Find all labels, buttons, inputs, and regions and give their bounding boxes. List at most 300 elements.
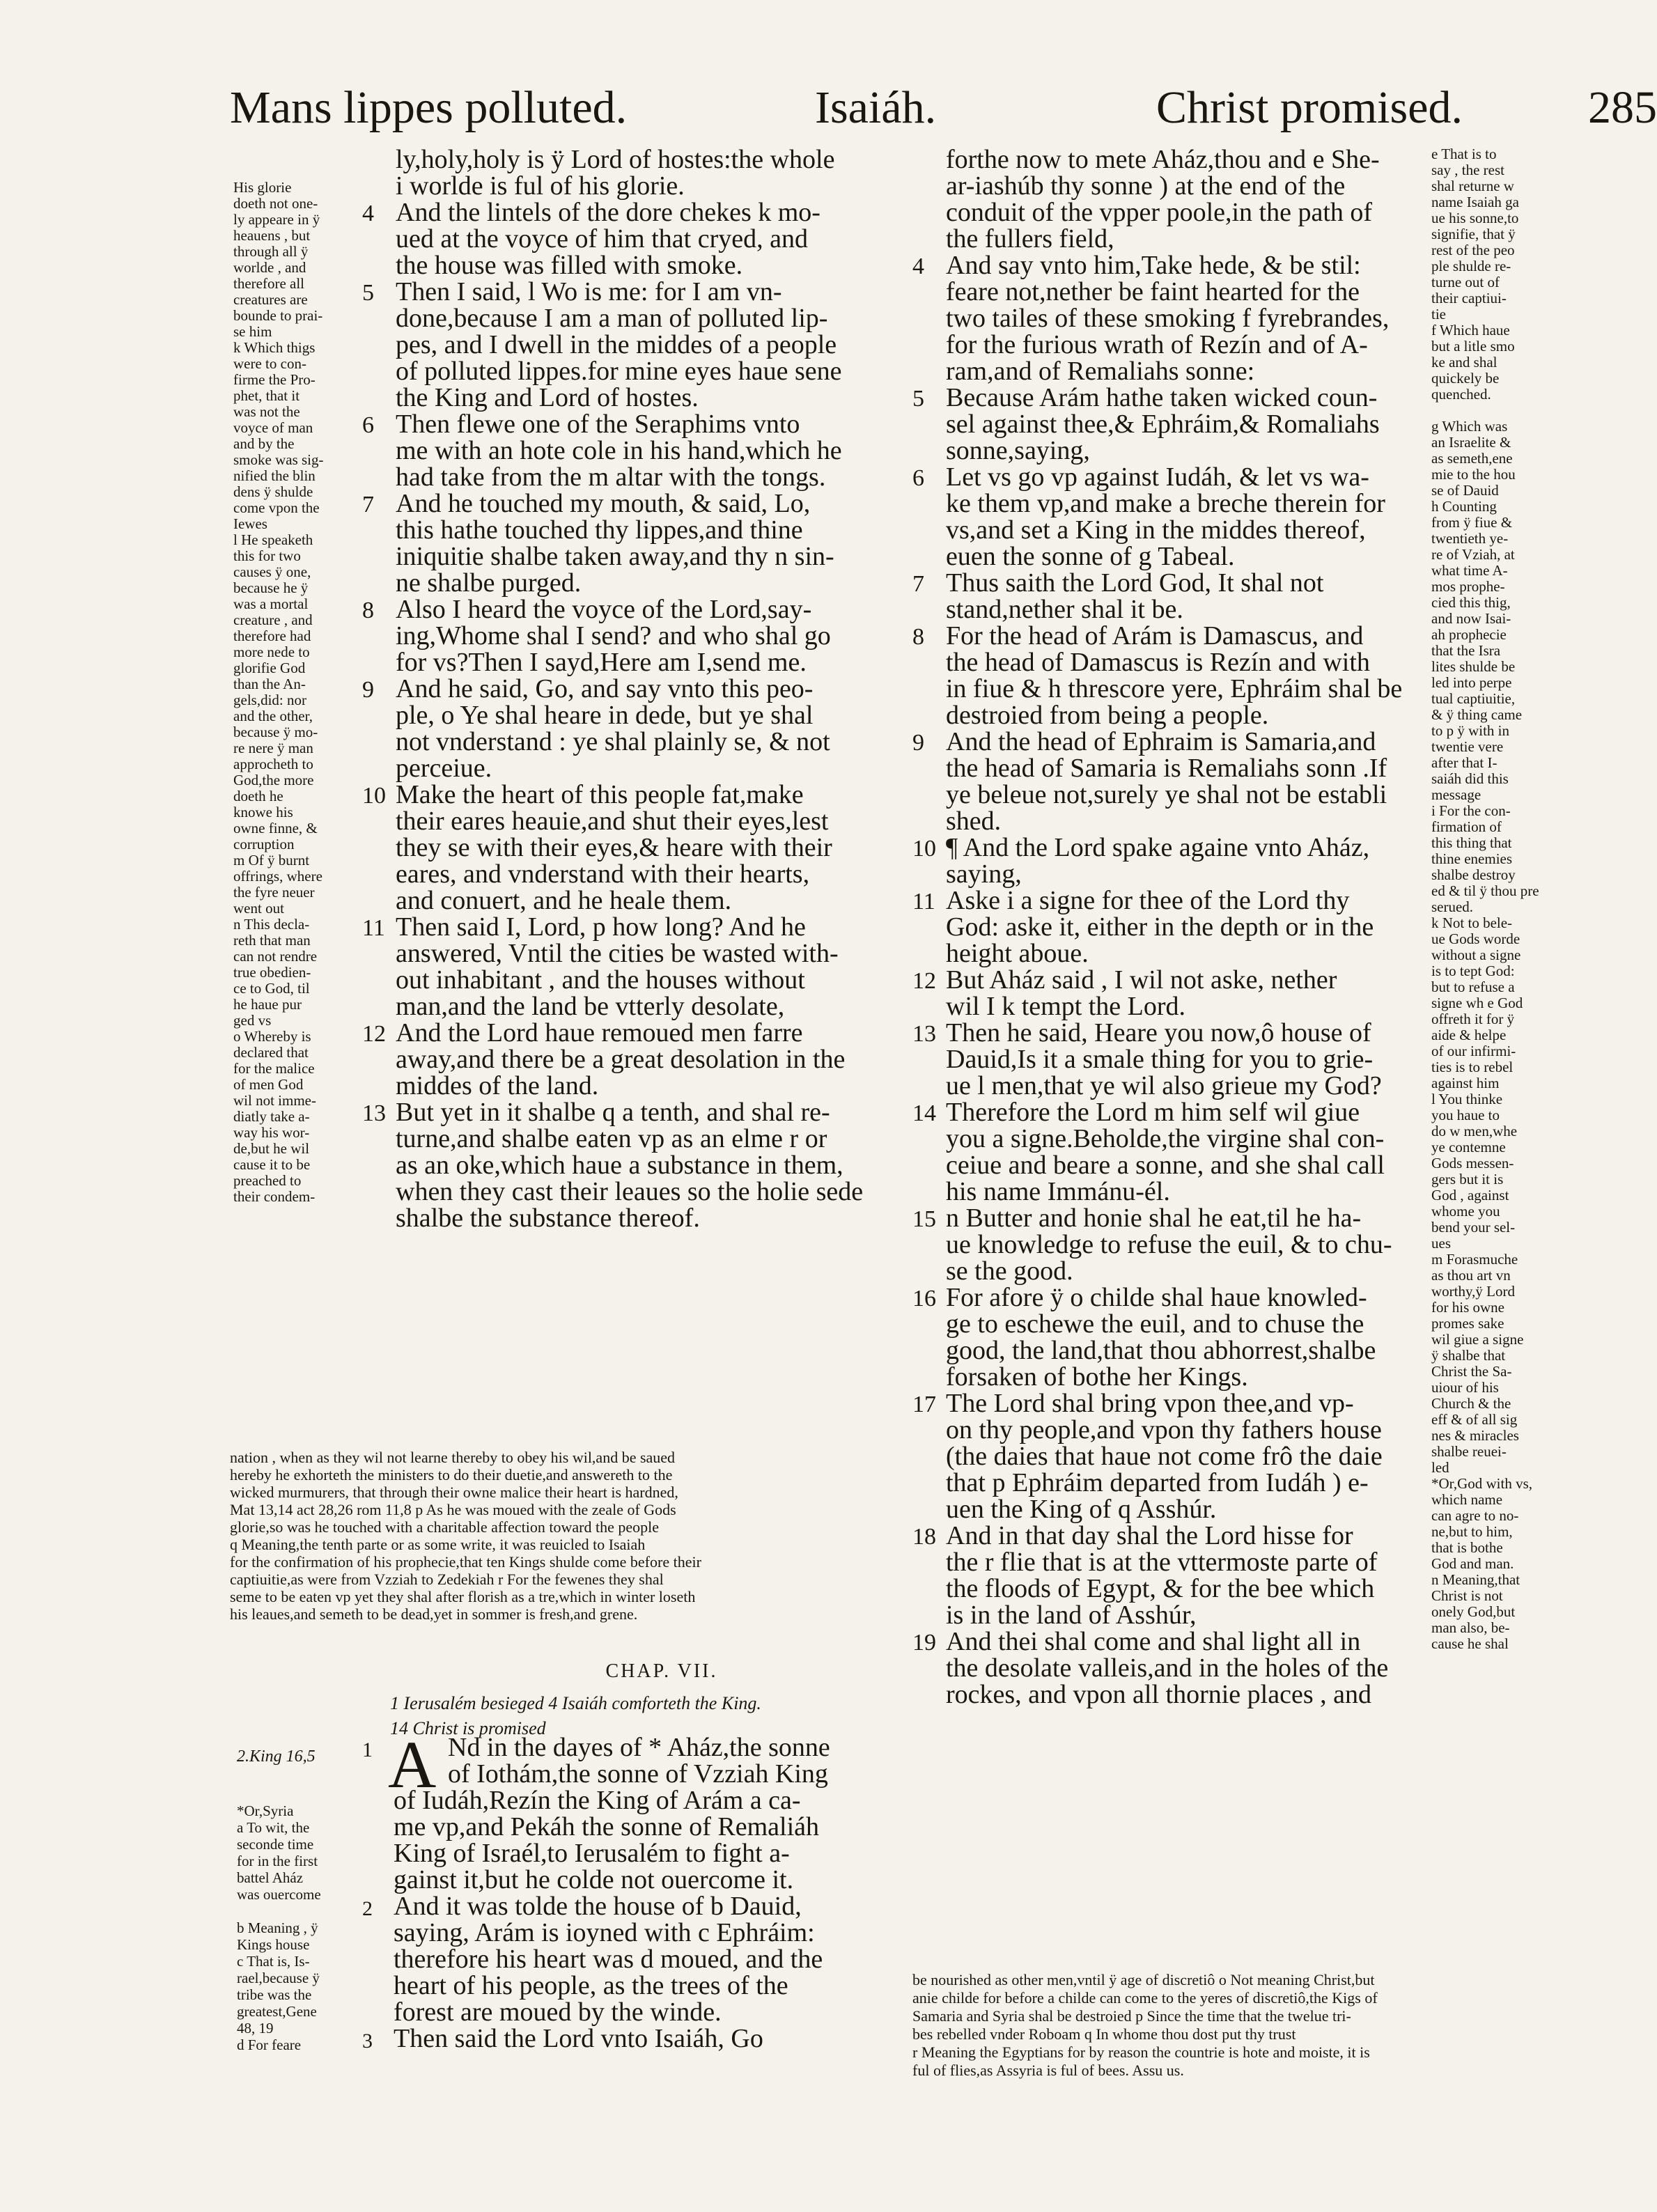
margin-note-line: tual captiuitie, [1431, 690, 1516, 707]
verse-line [912, 199, 1428, 226]
margin-note-line: mos prophe- [1431, 578, 1505, 595]
margin-note-line: signe wh e God [1431, 995, 1523, 1011]
chapter-line: Nd in the dayes of * Aház,the sonne [448, 1733, 830, 1762]
verse-line [912, 702, 1428, 729]
verse-text: sel against thee,& Ephráim,& Romaliahs [946, 410, 1380, 439]
verse-text: rockes, and vpon all thornie places , and [946, 1680, 1371, 1709]
margin-note-line: message [1431, 786, 1481, 803]
chapter-line: And it was tolde the house of b Dauid, [394, 1892, 802, 1921]
margin-note-line: that the Isra [1431, 642, 1501, 659]
footnote-line: wicked murmurers, that through their owne malice their heart is hardned, [230, 1483, 678, 1501]
margin-note-line: can not rendre [233, 948, 318, 965]
margin-note-line: o Whereby is [233, 1028, 311, 1045]
verse-text: Then he said, Heare you now,ô house of [946, 1018, 1371, 1047]
margin-note-line: m Forasmuche [1431, 1251, 1518, 1268]
verse-line [912, 1231, 1428, 1258]
verse-text: conduit of the vpper poole,in the path of [946, 198, 1373, 227]
margin-note-line: voyce of man [233, 419, 313, 436]
margin-note-line: g Which was [1431, 418, 1508, 435]
margin-note-line: way his wor- [233, 1124, 310, 1141]
verse-line [362, 887, 905, 914]
margin-note-line: as thou art vn [1431, 1267, 1511, 1284]
margin-note-line: serued. [1431, 898, 1474, 915]
verse-line [362, 755, 905, 781]
verse-text: God: aske it, either in the depth or in the [946, 912, 1374, 942]
verse-text: his name Immánu-él. [946, 1177, 1170, 1206]
verse-line [362, 1152, 905, 1178]
margin-note-line: was not the [233, 403, 300, 420]
margin-note-line: b Meaning , ÿ [237, 1919, 318, 1936]
margin-note-line: was ouercome [237, 1886, 321, 1903]
verse-line [362, 543, 905, 570]
verse-line [912, 1337, 1428, 1364]
running-head-book: Isaiáh. [815, 82, 937, 133]
margin-note-line: therefore all [233, 275, 305, 292]
verse-text: shalbe the substance thereof. [396, 1204, 700, 1233]
verse-number: 12 [912, 968, 936, 994]
margin-note-line: a To wit, the [237, 1819, 310, 1836]
verse-text: ge to eschewe the euil, and to chuse the [946, 1309, 1364, 1339]
verse-text: when they cast their leaues so the holie sede [396, 1177, 864, 1206]
verse-text: Dauid,Is it a smale thing for you to grie- [946, 1045, 1374, 1074]
verse-text: not vnderstand : ye shal plainly se, & not [396, 727, 830, 756]
verse-line [912, 570, 1428, 596]
verse-line [362, 623, 905, 649]
verse-line [912, 358, 1428, 384]
margin-note-line: His glorie [233, 179, 292, 196]
margin-note-line: twentieth ye- [1431, 530, 1509, 547]
verse-text: Also I heard the voyce of the Lord,say- [396, 595, 812, 624]
argument-line: 1 Ierusalém besieged 4 Isaiáh comforteth the King. [390, 1693, 761, 1713]
verse-text: ple, o Ye shal heare in dede, but ye shal [396, 701, 814, 730]
margin-note-line: whome you [1431, 1203, 1500, 1220]
margin-note-line: bounde to prai- [233, 307, 323, 324]
verse-text: turne,and shalbe eaten vp as an elme r or [396, 1124, 827, 1153]
running-head-right: Christ promised. [1156, 82, 1463, 133]
margin-note-line: of our infirmi- [1431, 1043, 1516, 1059]
margin-note-line: Gods messen- [1431, 1155, 1514, 1171]
margin-note-line: without a signe [1431, 947, 1521, 963]
running-head [230, 73, 1657, 143]
margin-note-line: se him [233, 323, 272, 340]
verse-line [362, 1073, 905, 1099]
margin-note-line: knowe his [233, 804, 293, 820]
verse-number: 9 [362, 677, 374, 703]
verse-line [912, 649, 1428, 676]
verse-line [912, 464, 1428, 490]
margin-note-line: led [1431, 1459, 1449, 1476]
verse-text: had take from the m altar with the tongs. [396, 462, 826, 492]
verse-line [912, 1205, 1428, 1231]
verse-text: Because Arám hathe taken wicked coun- [946, 383, 1378, 412]
verse-text: ly,holy,holy is ÿ Lord of hostes:the whole [396, 145, 835, 174]
verse-line [912, 1046, 1428, 1073]
verse-line [362, 305, 905, 332]
verse-number: 19 [912, 1630, 936, 1656]
verse-text: sonne,saying, [946, 436, 1090, 465]
margin-note-line: God,the more [233, 772, 314, 788]
verse-text: two tailes of these smoking f fyrebrandes, [946, 304, 1390, 333]
verse-text: the house was filled with smoke. [396, 251, 743, 280]
chapter-line: heart of his people, as the trees of the [394, 1971, 788, 2000]
verse-text: And the lintels of the dore chekes k mo- [396, 198, 820, 227]
margin-note-line: c That is, Is- [237, 1953, 310, 1970]
margin-note-line: name Isaiah ga [1431, 194, 1519, 210]
verse-line [362, 517, 905, 543]
chapter-line: of Iothám,the sonne of Vzziah King [448, 1759, 828, 1789]
margin-note-line: glorifie God [233, 660, 306, 676]
margin-note-line: creatures are [233, 291, 308, 308]
verse-line [912, 755, 1428, 781]
margin-note-line: d For feare [237, 2036, 302, 2053]
footnote-line: nation , when as they wil not learne thereby to obey his wil,and be saued [230, 1449, 676, 1466]
margin-note-line: ye contemne [1431, 1139, 1506, 1155]
margin-note-line: ed & til ÿ thou pre [1431, 882, 1539, 899]
margin-note-line: their captiui- [1431, 290, 1507, 306]
verse-text: stand,nether shal it be. [946, 595, 1183, 624]
verse-line [362, 146, 905, 173]
verse-line [912, 1655, 1428, 1681]
margin-note-line: was a mortal [233, 595, 309, 612]
right-margin-notes [1431, 146, 1592, 1652]
verse-line [912, 1390, 1428, 1417]
argument-line: 14 Christ is promised [390, 1718, 546, 1738]
margin-note-line: ties is to rebel [1431, 1059, 1514, 1075]
margin-note-line: Christ is not [1431, 1587, 1503, 1604]
margin-note-line: ged vs [233, 1012, 272, 1029]
left-footnotes [230, 1449, 926, 1623]
verse-text: uen the King of q Asshúr. [946, 1495, 1217, 1524]
margin-note-line: which name [1431, 1491, 1503, 1508]
margin-note-line: shalbe destroy [1431, 866, 1516, 883]
verse-text: iniquitie shalbe taken away,and thy n sin- [396, 542, 834, 571]
verse-line [362, 781, 905, 808]
verse-line [912, 834, 1428, 861]
margin-note-line: nified the blin [233, 467, 316, 484]
verse-line [912, 1575, 1428, 1602]
margin-note-line: led into perpe [1431, 674, 1512, 691]
margin-note-line: the fyre neuer [233, 884, 315, 901]
verse-line [362, 967, 905, 993]
margin-note-line: cause it to be [233, 1156, 311, 1173]
verse-text: ue l men,that ye wil also grieue my God? [946, 1071, 1382, 1100]
margin-note-line [237, 1903, 362, 1919]
margin-note-line: saiáh did this [1431, 770, 1509, 787]
footnote-line: hereby he exhorteth the ministers to do their duetie,and answereth to the [230, 1466, 673, 1483]
right-footnotes [912, 1971, 1602, 2080]
margin-note-line: of men God [233, 1076, 304, 1093]
margin-note-line: bend your sel- [1431, 1219, 1516, 1236]
margin-note-line: diatly take a- [233, 1108, 310, 1125]
margin-note-line: *Or,Syria [237, 1802, 294, 1819]
verse-line [912, 1364, 1428, 1390]
margin-note-line: what time A- [1431, 562, 1508, 579]
verse-line [912, 729, 1428, 755]
margin-note-line: quenched. [1431, 386, 1491, 403]
chapter-margin-note-list [237, 1802, 362, 2053]
verse-line [912, 861, 1428, 887]
margin-note-line: promes sake [1431, 1315, 1504, 1332]
verse-line [912, 781, 1428, 808]
verse-line [912, 967, 1428, 993]
verse-text: good, the land,that thou abhorrest,shalbe [946, 1336, 1376, 1365]
verse-line [912, 411, 1428, 437]
verse-line [362, 173, 905, 199]
verse-line [362, 332, 905, 358]
verse-text: ue knowledge to refuse the euil, & to chu- [946, 1230, 1392, 1259]
chapter-line: me vp,and Pekáh the sonne of Remaliáh [394, 1812, 820, 1841]
margin-note-line: de,but he wil [233, 1140, 310, 1157]
margin-note-line: approcheth to [233, 756, 313, 772]
margin-note-line: tie [1431, 306, 1446, 322]
verse-text: Then said I, Lord, p how long? And he [396, 912, 806, 942]
margin-note-line: reth that man [233, 932, 311, 949]
margin-note-line: ÿ shalbe that [1431, 1347, 1506, 1364]
margin-note-line: i For the con- [1431, 802, 1511, 819]
chapter-line: Then said the Lord vnto Isaiáh, Go [394, 2024, 763, 2053]
verse-text: their eares heauie,and shut their eyes,lest [396, 807, 829, 836]
verse-line [912, 676, 1428, 702]
verse-line [362, 702, 905, 729]
verse-line [912, 1470, 1428, 1496]
margin-note-line: & ÿ thing came [1431, 706, 1523, 723]
verse-text: euen the sonne of g Tabeal. [946, 542, 1235, 571]
margin-note-line: against him [1431, 1075, 1500, 1091]
margin-note-line: twentie vere [1431, 738, 1504, 755]
verse-line [912, 914, 1428, 940]
verse-number: 1 [362, 1738, 373, 1761]
margin-note-line: man also, be- [1431, 1619, 1510, 1636]
margin-note-line: Church & the [1431, 1395, 1511, 1412]
margin-note-line: you haue to [1431, 1107, 1500, 1123]
margin-note-line: smoke was sig- [233, 451, 324, 468]
verse-text: shed. [946, 807, 1002, 836]
verse-text: Aske i a signe for thee of the Lord thy [946, 886, 1350, 915]
verse-text: the desolate valleis,and in the holes of the [946, 1653, 1389, 1683]
drop-cap: A [388, 1727, 437, 1802]
verse-line [912, 437, 1428, 464]
margin-note-line: come vpon the [233, 499, 320, 516]
margin-note-line: l You thinke [1431, 1091, 1503, 1107]
verse-number: 7 [912, 571, 924, 597]
margin-note-line: can agre to no- [1431, 1507, 1519, 1524]
verse-text: me with an hote cole in his hand,which he [396, 436, 842, 465]
verse-text: The Lord shal bring vpon thee,and vp- [946, 1389, 1354, 1418]
verse-line [912, 596, 1428, 623]
verse-line [912, 173, 1428, 199]
footnote-line: be nourished as other men,vntil ÿ age of discretiô o Not meaning Christ,but [912, 1971, 1375, 1988]
verse-text: ke them vp,and make a breche therein for [946, 489, 1385, 518]
verse-line [362, 1099, 905, 1126]
margin-note-line: uiour of his [1431, 1379, 1499, 1396]
margin-note-line: than the An- [233, 676, 306, 692]
margin-note-line: an Israelite & [1431, 434, 1511, 451]
verse-line [362, 1178, 905, 1205]
verse-line [912, 146, 1428, 173]
margin-note-line: offrings, where [233, 868, 322, 885]
verse-line [912, 384, 1428, 411]
verse-line [912, 887, 1428, 914]
margin-note-line: f Which haue [1431, 322, 1510, 338]
verse-number: 8 [912, 624, 924, 650]
margin-note-line: this for two [233, 547, 301, 564]
footnote-line: Samaria and Syria shal be destroied p Since the time that the twelue tri- [912, 2007, 1351, 2025]
margin-note-line: causes ÿ one, [233, 563, 311, 580]
margin-note-line: and the other, [233, 708, 313, 724]
margin-note-line: dens ÿ shulde [233, 483, 313, 500]
verse-line [362, 437, 905, 464]
margin-note-line: l He speaketh [233, 531, 313, 548]
margin-note-line: for in the first [237, 1853, 318, 1869]
verse-line [912, 1522, 1428, 1549]
margin-note-line: doeth he [233, 788, 283, 804]
verse-number: 7 [362, 492, 374, 517]
verse-line [362, 1205, 905, 1231]
verse-text: in fiue & h threscore yere, Ephráim shal be [946, 674, 1403, 703]
margin-note-line: phet, that it [233, 387, 300, 404]
verse-number: 10 [912, 836, 936, 862]
margin-note-line: declared that [233, 1044, 309, 1061]
verse-text: you a signe.Beholde,the virgine shal con- [946, 1124, 1385, 1153]
verse-text: they se with their eyes,& heare with their [396, 833, 832, 862]
verse-text: destroied from being a people. [946, 701, 1269, 730]
verse-line [362, 729, 905, 755]
verse-text: forsaken of bothe her Kings. [946, 1362, 1248, 1392]
margin-note-line: heauens , but [233, 227, 311, 244]
verse-text: man,and the land be vtterly desolate, [396, 992, 785, 1021]
margin-note-line: but to refuse a [1431, 979, 1515, 995]
verse-line [912, 1311, 1428, 1337]
verse-text: Then flewe one of the Seraphims vnto [396, 410, 800, 439]
margin-note-line: therefore had [233, 628, 311, 644]
margin-note-line: but a litle smo [1431, 338, 1515, 355]
verse-text: for vs?Then I sayd,Here am I,send me. [396, 648, 807, 677]
verse-line [912, 1443, 1428, 1470]
verse-text: out inhabitant , and the houses without [396, 965, 805, 995]
verse-number: 13 [362, 1100, 386, 1126]
verse-text: as an oke,which haue a substance in them, [396, 1151, 843, 1180]
running-head-left: Mans lippes polluted. [230, 82, 628, 133]
margin-note-line: ue his sonne,to [1431, 210, 1519, 226]
verse-text: And he touched my mouth, & said, Lo, [396, 489, 811, 518]
margin-note-line: signifie, that ÿ [1431, 226, 1516, 242]
verse-text: forthe now to mete Aház,thou and e She- [946, 145, 1380, 174]
margin-note-line: lites shulde be [1431, 658, 1516, 675]
margin-note-line: ues [1431, 1235, 1451, 1252]
margin-note-line: ke and shal [1431, 354, 1497, 371]
margin-note-line: shalbe reuei- [1431, 1443, 1507, 1460]
margin-note-line: Iewes [233, 515, 267, 532]
margin-note-line: God , against [1431, 1187, 1509, 1204]
margin-note-line: for his owne [1431, 1299, 1504, 1316]
verse-text: the floods of Egypt, & for the bee which [946, 1574, 1375, 1603]
margin-note-line: re nere ÿ man [233, 740, 313, 756]
margin-note-line: and now Isai- [1431, 610, 1511, 627]
verse-text: ram,and of Remaliahs sonne: [946, 357, 1255, 386]
verse-text: of polluted lippes.for mine eyes haue sene [396, 357, 842, 386]
verse-text: n Butter and honie shal he eat,til he ha- [946, 1204, 1362, 1233]
margin-note-line: God and man. [1431, 1555, 1514, 1572]
verse-line [912, 1178, 1428, 1205]
margin-note-line: corruption [233, 836, 295, 852]
margin-note-line: from ÿ fiue & [1431, 514, 1513, 531]
verse-number: 6 [912, 465, 924, 491]
margin-note-line: gels,did: nor [233, 692, 306, 708]
verse-line [362, 834, 905, 861]
margin-note-line: k Which thigs [233, 339, 316, 356]
verse-line [362, 464, 905, 490]
footnote-line: captiuitie,as were from Vzziah to Zedekiah r For the fewenes they shal [230, 1571, 664, 1588]
margin-note-line: aide & helpe [1431, 1027, 1507, 1043]
verse-number: 4 [912, 254, 924, 279]
margin-note-line: creature , and [233, 612, 313, 628]
verse-line [362, 570, 905, 596]
verse-text: height aboue. [946, 939, 1089, 968]
verse-line [362, 676, 905, 702]
verse-line [362, 358, 905, 384]
margin-note-line: owne finne, & [233, 820, 318, 836]
footnote-line: for the confirmation of his prophecie,that ten Kings shulde come before their [230, 1553, 701, 1571]
footnote-line: Mat 13,14 act 28,26 rom 11,8 p As he was moued with the zeale of Gods [230, 1501, 676, 1518]
verse-line [912, 1099, 1428, 1126]
verse-text: And thei shal come and shal light all in [946, 1627, 1361, 1656]
verse-text: And in that day shal the Lord hisse for [946, 1521, 1353, 1550]
margin-note-line: doeth not one- [233, 195, 318, 212]
verse-line [362, 649, 905, 676]
verse-text: Therefore the Lord m him self wil giue [946, 1098, 1360, 1127]
verse-text: (the daies that haue not come frô the daie [946, 1442, 1383, 1471]
verse-line [362, 808, 905, 834]
footnote-line: ful of flies,as Assyria is ful of bees. Assu us. [912, 2062, 1184, 2079]
verse-text: ued at the voyce of him that cryed, and [396, 224, 808, 254]
margin-note-line: m Of ÿ burnt [233, 852, 310, 869]
verse-text: the King and Lord of hostes. [396, 383, 699, 412]
verse-number: 4 [362, 201, 374, 226]
margin-note-line: and by the [233, 435, 295, 452]
verse-text: And he said, Go, and say vnto this peo- [396, 674, 814, 703]
verse-number: 5 [912, 386, 924, 412]
margin-note-line: wil giue a signe [1431, 1331, 1524, 1348]
margin-note-line: ce to God, til [233, 980, 310, 997]
margin-note-line: true obedien- [233, 964, 311, 981]
verse-number: 11 [912, 889, 935, 914]
verse-line [362, 226, 905, 252]
verse-line [912, 332, 1428, 358]
margin-note-line: do w men,whe [1431, 1123, 1518, 1139]
page-number: 285 [1588, 82, 1657, 133]
verse-text: For the head of Arám is Damascus, and [946, 621, 1364, 651]
margin-note-line: e That is to [1431, 146, 1497, 162]
chapter-line: forest are moued by the winde. [394, 1997, 722, 2027]
margin-note-line: after that I- [1431, 754, 1497, 771]
verse-line [912, 808, 1428, 834]
chapter-title: CHAP. VII. [605, 1660, 718, 1682]
verse-number: 18 [912, 1524, 936, 1550]
footnote-line: bes rebelled vnder Roboam q In whome thou dost put thy trust [912, 2025, 1296, 2043]
verse-text: And say vnto him,Take hede, & be stil: [946, 251, 1361, 280]
margin-note-line: more nede to [233, 644, 310, 660]
verse-text: Let vs go vp against Iudáh, & let vs wa- [946, 462, 1369, 492]
chapter-lines [394, 1734, 909, 2052]
margin-note-line: that is bothe [1431, 1539, 1503, 1556]
verse-line [362, 1126, 905, 1152]
margin-note-line: wil not imme- [233, 1092, 316, 1109]
verse-text: pes, and I dwell in the middes of a people [396, 330, 837, 359]
verse-number: 6 [362, 412, 374, 438]
margin-note-line: offreth it for ÿ [1431, 1011, 1515, 1027]
margin-note-line: rest of the peo [1431, 242, 1515, 258]
verse-text: the head of Damascus is Rezín and with [946, 648, 1370, 677]
